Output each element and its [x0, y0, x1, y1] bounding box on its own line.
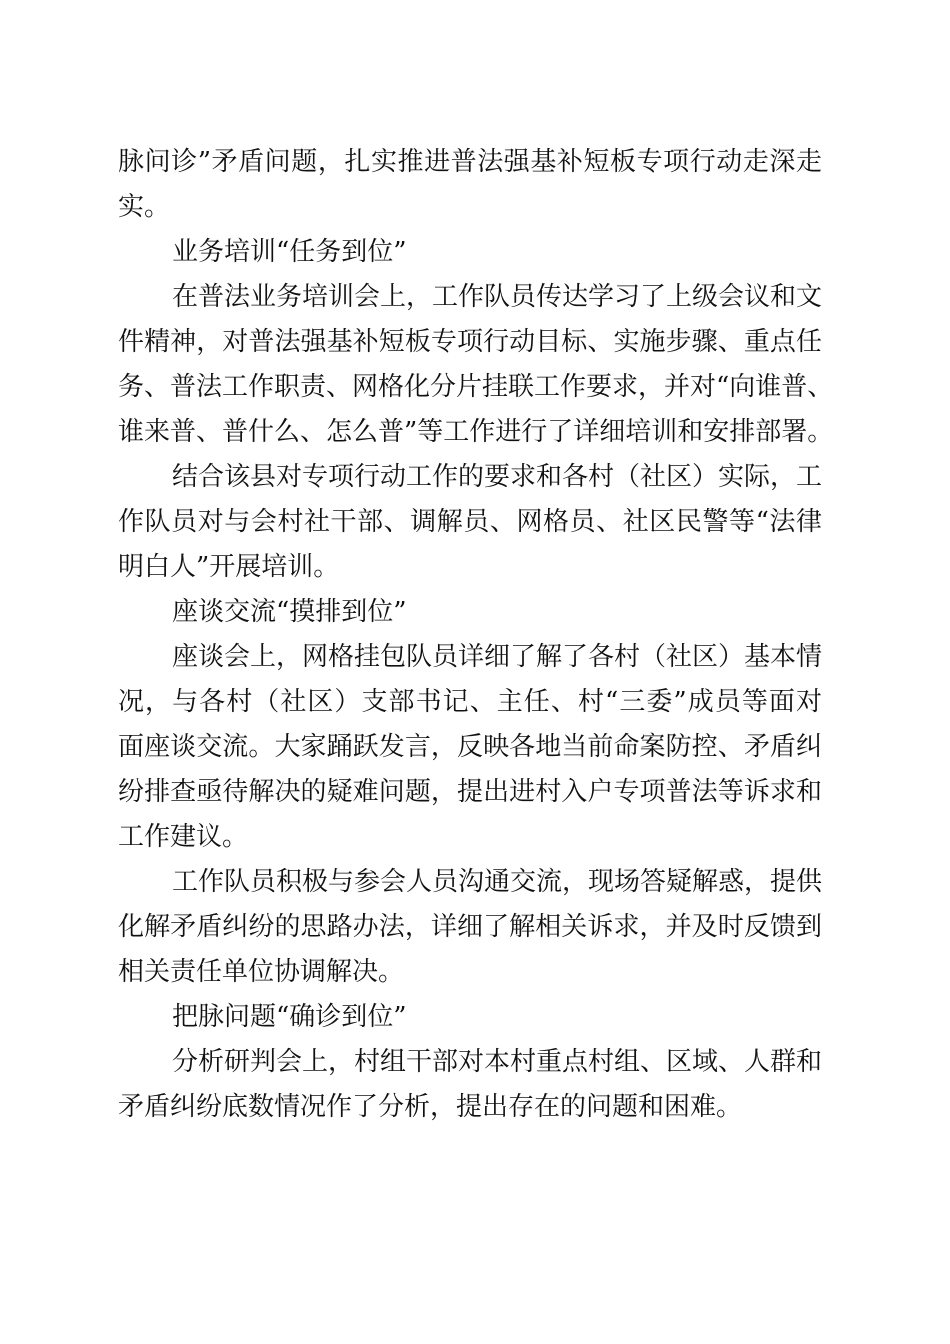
text-line: 化解矛盾纠纷的思路办法，详细了解相关诉求，并及时反馈到 [118, 912, 822, 942]
text-line: 矛盾纠纷底数情况作了分析，提出存在的问题和困难。 [118, 1092, 743, 1122]
text-line: 谁来普、普什么、怎么普”等工作进行了详细培训和安排部署。 [118, 417, 834, 447]
text-line: 作队员对与会村社干部、调解员、网格员、社区民警等“法律 [118, 507, 822, 537]
text-line: 相关责任单位协调解决。 [118, 957, 405, 987]
text-line: 面座谈交流。大家踊跃发言，反映各地当前命案防控、矛盾纠 [118, 732, 822, 762]
section-heading: 座谈交流“摸排到位” [172, 597, 407, 627]
section-heading: 把脉问题“确诊到位” [172, 1002, 407, 1032]
text-line: 在普法业务培训会上，工作队员传达学习了上级会议和文 [172, 282, 823, 312]
text-line: 纷排查亟待解决的疑难问题，提出进村入户专项普法等诉求和 [118, 777, 822, 807]
text-line: 务、普法工作职责、网格化分片挂联工作要求，并对“向谁普、 [118, 372, 834, 402]
text-line: 座谈会上，网格挂包队员详细了解了各村（社区）基本情 [172, 642, 823, 672]
section-heading: 业务培训“任务到位” [172, 237, 407, 267]
text-line: 况，与各村（社区）支部书记、主任、村“三委”成员等面对 [118, 687, 822, 717]
text-line: 分析研判会上，村组干部对本村重点村组、区域、人群和 [172, 1047, 823, 1077]
text-line: 工作队员积极与参会人员沟通交流，现场答疑解惑，提供 [172, 867, 823, 897]
text-line: 脉问诊”矛盾问题，扎实推进普法强基补短板专项行动走深走 [118, 147, 822, 177]
text-line: 件精神，对普法强基补短板专项行动目标、实施步骤、重点任 [118, 327, 822, 357]
text-line: 结合该县对专项行动工作的要求和各村（社区）实际，工 [172, 462, 823, 492]
text-line: 工作建议。 [118, 822, 249, 852]
text-line: 明白人”开展培训。 [118, 552, 340, 582]
text-line: 实。 [118, 192, 171, 222]
